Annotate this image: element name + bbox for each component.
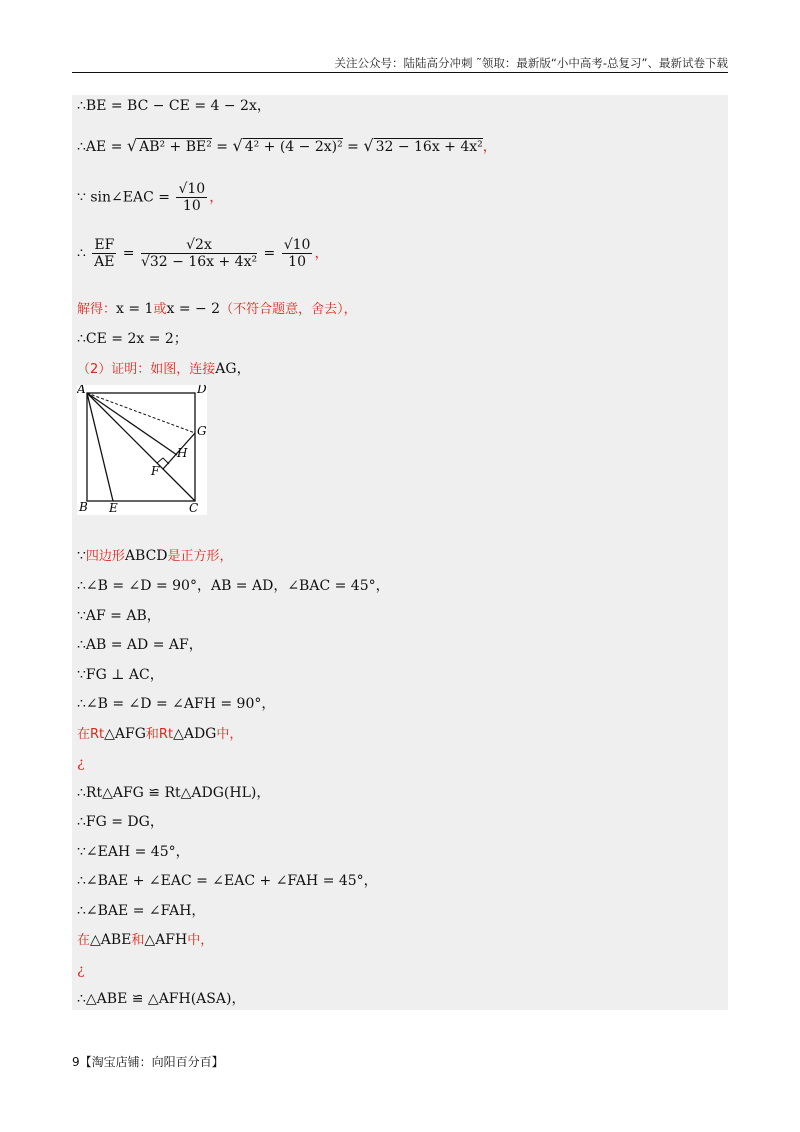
line-congruent-hl: ∴Rt△AFG ≌ Rt△ADG(HL)， [77,785,271,801]
label-d: D [197,385,207,396]
square-diagram-svg [77,385,207,515]
line-angle-sum: ∴∠BAE + ∠EAC = ∠EAC + ∠FAH = 45°， [77,873,378,889]
header-divider [72,72,728,73]
label-f: F [151,464,160,478]
page-header: 关注公众号：陆陆高分冲刺 ˜领取：最新版“小中高考-总复习”、最新试卷下载 [334,56,728,70]
line-eah: ∵∠EAH = 45°， [77,844,190,860]
label-h: H [177,446,188,460]
page-footer: 9【淘宝店铺：向阳百分百】 [72,1055,224,1069]
line-ce: ∴CE = 2x = 2； [77,331,188,347]
label-c: C [189,501,199,515]
fraction-sqrt10-10: $\frac{√10}{10}$ [283,237,311,270]
geometry-figure [77,385,207,515]
label-b: B [79,500,88,514]
label-e: E [109,501,118,515]
line-congruent-asa: ∴△ABE ≌ △AFH(ASA)， [77,991,246,1007]
label-a: A [77,385,86,396]
line-placeholder-2: ¿ [77,962,85,978]
line-solve: 解得：x = 1或x = − 2（不符合题意，舍去）， [77,301,357,317]
line-af-ab: ∵AF = AB， [77,608,161,624]
fraction-ef-ae: $\frac{EF}{AE}$ [94,237,115,270]
line-in-triangles-1: 在Rt△AFG和Rt△ADG中， [77,726,243,742]
line-fg-dg: ∴FG = DG， [77,814,164,830]
line-ab-ad-af: ∴AB = AD = AF， [77,637,203,653]
line-ae: ∴AE = √ AB² + BE² = √ 4² + (4 − 2x)² = √ 32 − 16x + 4x²， [77,136,497,155]
fraction-sqrt10-over-10: $\frac{√10}{10}$ [178,181,206,214]
line-angles: ∴∠B = ∠D = 90°，AB = AD，∠BAC = 45°， [77,578,390,594]
line-square: ∵四边形ABCD是正方形， [77,548,233,564]
line-in-triangles-2: 在△ABE和△AFH中， [77,932,214,948]
line-fg-perp: ∵FG ⊥ AC， [77,667,164,683]
fraction-sqrt2x: $\frac{√2x}{\text{√32 − 16x + 4x²}}$ [140,237,258,270]
line-sin: ∵ sin∠EAC = $\frac{√10}{10}$ ， [77,181,224,214]
line-ratio: ∴ $\frac{EF}{AE}$ = $\frac{√2x}{\text{√32 − 16x + 4x²}}$ = $\frac{√10}{10}$ ， [77,237,329,270]
line-part2: （2）证明：如图，连接AG， [77,361,251,377]
line-right-angles: ∴∠B = ∠D = ∠AFH = 90°， [77,696,276,712]
label-g: G [197,424,207,438]
line-placeholder-1: ¿ [77,755,85,771]
line-bae-fah: ∴∠BAE = ∠FAH， [77,903,206,919]
solution-content [72,95,728,1010]
line-be: ∴BE = BC − CE = 4 − 2x， [77,98,271,114]
